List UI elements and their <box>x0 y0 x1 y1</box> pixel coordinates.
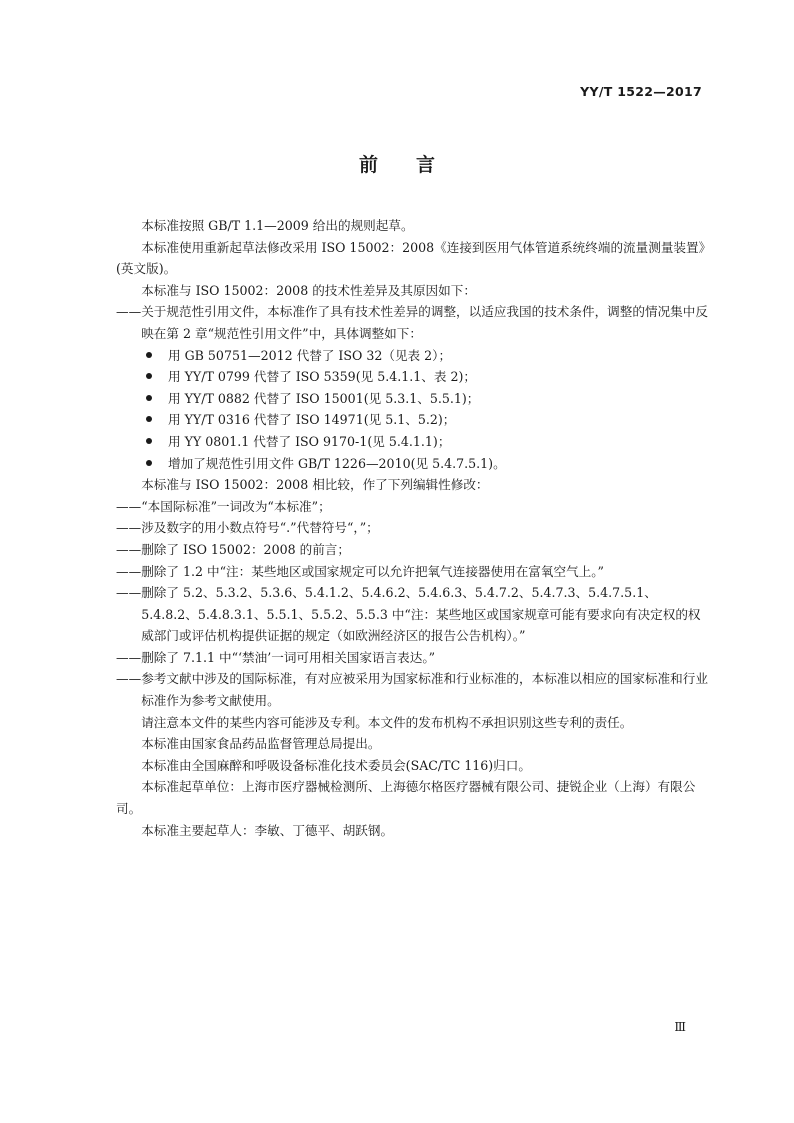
dash-item <box>116 582 708 647</box>
bullet-item <box>116 453 708 475</box>
bullet-item <box>116 345 708 367</box>
dash-mark: —— <box>116 563 142 579</box>
bullet-text: 用 GB 50751—2012 代替了 ISO 32（见表 2）； <box>168 347 452 363</box>
paragraph: 本标准主要起草人：李敏、丁德平、胡跃钢。 <box>141 822 394 838</box>
bullet-dot-icon <box>146 395 152 401</box>
dash-item-text: “本国际标准”一词改为“本标准”； <box>141 498 331 514</box>
bullet-text: 增加了规范性引用文件 GB/T 1226—2010(见 5.4.7.5.1)。 <box>168 455 506 471</box>
dash-mark: —— <box>116 671 142 687</box>
paragraph: 本标准与 ISO 15002：2008 相比较，作了下列编辑性修改： <box>141 477 489 493</box>
dash-item-text: 删除了 5.2、5.3.2、5.3.6、5.4.1.2、5.4.6.2、5.4.6.3、5.4.7.2、5.4.7.3、5.4.7.5.1、5.4.8.2、5.4.8.3.1、5.5.1、5.5.2、5.5.3 中“注：某些地区或国家规章可能有要求向有决定权的权威部门或评估机构提供证据的规定（如欧洲经济区的报告公告机构）。” <box>141 585 701 644</box>
paragraph: 本标准由国家食品药品监督管理总局提出。 <box>141 736 381 752</box>
dash-item-text: 涉及数字的用小数点符号“.”代替符号“，”； <box>141 520 379 536</box>
bullet-text: 用 YY/T 0799 代替了 ISO 5359(见 5.4.1.1、表 2)； <box>168 369 476 385</box>
bullet-text: 用 YY/T 0882 代替了 ISO 15001(见 5.3.1、5.5.1)； <box>168 390 480 406</box>
bullet-item <box>116 431 708 453</box>
dash-item-text: 删除了 ISO 15002：2008 的前言； <box>141 541 350 557</box>
dash-mark: —— <box>116 520 142 536</box>
preface-body <box>116 215 708 841</box>
paragraph: 本标准起草单位：上海市医疗器械检测所、上海德尔格医疗器械有限公司、捷锐企业（上海）有限公司。 <box>116 779 696 817</box>
dash-item-text: 删除了 1.2 中“注：某些地区或国家规定可以允许把氧气连接器使用在富氧空气上。” <box>141 563 604 579</box>
dash-mark: —— <box>116 304 142 320</box>
dash-item-text: 参考文献中涉及的国际标准，有对应被采用为国家标准和行业标准的，本标准以相应的国家标准和行业标准作为参考文献使用。 <box>141 671 708 709</box>
dash-mark: —— <box>116 649 142 665</box>
bullet-dot-icon <box>146 352 152 358</box>
bullet-text: 用 YY/T 0316 代替了 ISO 14971(见 5.1、5.2)； <box>168 412 456 428</box>
dash-item <box>116 539 708 561</box>
dash-item-text: 关于规范性引用文件，本标准作了具有技术性差异的调整，以适应我国的技术条件，调整的情况集中反映在第 2 章“规范性引用文件”中，具体调整如下： <box>141 304 708 341</box>
document-code: YY/T 1522—2017 <box>580 84 702 99</box>
dash-item-text: 删除了 7.1.1 中“‘禁油’一词可用相关国家语言表达。” <box>141 649 436 665</box>
dash-mark: —— <box>116 585 142 601</box>
paragraph: 本标准由全国麻醉和呼吸设备标准化技术委员会(SAC/TC 116)归口。 <box>141 757 531 773</box>
dash-item <box>116 301 708 344</box>
dash-item <box>116 517 708 539</box>
paragraph: 本标准按照 GB/T 1.1—2009 给出的规则起草。 <box>141 218 414 233</box>
paragraph: 请注意本文件的某些内容可能涉及专利。本文件的发布机构不承担识别这些专利的责任。 <box>141 714 633 730</box>
page-title: 前言 <box>358 154 473 176</box>
paragraph: 本标准与 ISO 15002：2008 的技术性差异及其原因如下： <box>141 282 476 298</box>
dash-item <box>116 561 708 583</box>
dash-item <box>116 668 708 711</box>
bullet-dot-icon <box>146 373 152 379</box>
dash-mark: —— <box>116 498 142 514</box>
bullet-item <box>116 409 708 431</box>
bullet-dot-icon <box>146 416 152 422</box>
bullet-dot-icon <box>146 438 152 444</box>
dash-item <box>116 496 708 518</box>
bullet-dot-icon <box>146 460 152 466</box>
dash-mark: —— <box>116 541 142 557</box>
bullet-item <box>116 366 708 388</box>
bullet-item <box>116 388 708 410</box>
dash-item <box>116 647 708 669</box>
page-number: Ⅲ <box>674 1020 686 1034</box>
bullet-text: 用 YY 0801.1 代替了 ISO 9170-1(见 5.4.1.1)； <box>168 433 451 449</box>
paragraph: 本标准使用重新起草法修改采用 ISO 15002：2008《连接到医用气体管道系统终端的流量测量装置》(英文版)。 <box>116 239 705 277</box>
